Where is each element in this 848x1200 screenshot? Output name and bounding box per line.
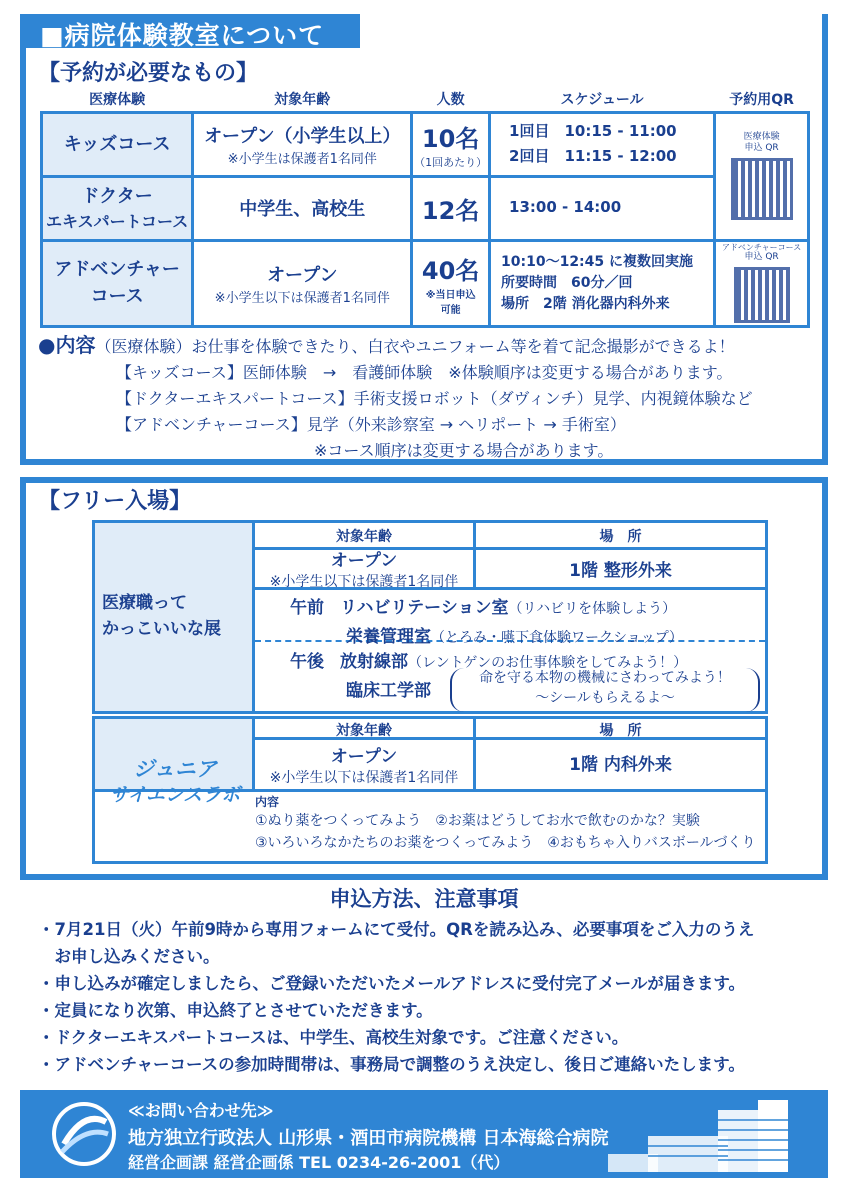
header-course: 医療体験: [42, 88, 193, 112]
pm-room-1: 放射線部: [340, 652, 409, 672]
application-item: ・7月21日（火）午前9時から専用フォームにて受付。QRを読み込み、必要事項をご入力のうえ: [38, 920, 755, 939]
schedule-kids-2: 2回目 11:15 - 12:00: [509, 147, 677, 165]
exhibit2-place: 1階 内科外来: [569, 755, 672, 775]
application-item: ・ドクターエキスパートコースは、中学生、高校生対象です。ご注意ください。: [38, 1028, 629, 1047]
exhibit1-age-head: 対象年齢: [336, 529, 392, 545]
content-adventure: 【アドベンチャーコース】見学（外来診察室 → ヘリポート → 手術室）: [116, 415, 626, 434]
count-cell: [412, 112, 490, 176]
age-kids: オープン（小学生以上）: [204, 125, 401, 147]
age-adventure: オープン: [267, 264, 338, 286]
application-item: ・アドベンチャーコースの参加時間帯は、事務局で調整のうえ決定し、後日ご連絡いたします。: [38, 1055, 745, 1074]
header-schedule: スケジュール: [490, 88, 715, 112]
age-adventure-note: ※小学生以下は保護者1名同伴: [214, 290, 390, 306]
content-doctor: 【ドクターエキスパートコース】手術支援ロボット（ダヴィンチ）見学、内視鏡体験など: [116, 389, 753, 408]
content-kids: 【キッズコース】医師体験 → 看護師体験 ※体験順序は変更する場合があります。: [116, 363, 733, 382]
age-cell: [193, 112, 412, 176]
exhibit1-name-2: かっこいいな展: [102, 619, 221, 639]
qr-code-icon[interactable]: [731, 158, 793, 220]
pm-room-2-note: [450, 668, 760, 712]
application-title: 申込方法、注意事項: [329, 887, 519, 911]
schedule-cell: [490, 240, 715, 326]
content-note: ※コース順序は変更する場合があります。: [314, 441, 614, 460]
header-age: 対象年齢: [193, 88, 412, 112]
am-room-2-note: （とろみ・嚥下食体験ワークショップ）: [431, 630, 683, 646]
course-adventure-2: コース: [90, 286, 144, 307]
header-count: 人数: [412, 88, 490, 112]
qr1-caption-2: 申込 QR: [744, 143, 779, 153]
count-adventure: 40名: [421, 256, 480, 285]
am-label: 午前: [290, 598, 324, 618]
contact-footer: [20, 1090, 828, 1178]
application-list: [38, 916, 754, 1078]
hospital-building-icon: [608, 1096, 808, 1176]
exhibit1-age: [255, 546, 473, 591]
qr2-caption: アドベンチャーコース: [721, 242, 802, 252]
exhibit1-place-head: 場 所: [599, 529, 642, 545]
table-header-row: [42, 88, 809, 112]
count-adventure-note: ※当日申込: [425, 289, 476, 301]
count-kids-note: （1回あたり）: [414, 155, 488, 169]
exhibit2-age-note: ※小学生以下は保護者1名同伴: [269, 770, 459, 786]
table-row: [42, 176, 809, 240]
age-kids-note: ※小学生は保護者1名同伴: [227, 151, 377, 167]
schedule-adventure-1: 10:10～12:45 に複数回実施: [501, 253, 694, 270]
hospital-logo-icon: [50, 1100, 118, 1168]
schedule-adventure-2: 所要時間 60分／回: [501, 274, 633, 291]
schedule-cell: [490, 112, 715, 176]
content-text: （医療体験）お仕事を体験できたり、白衣やユニフォーム等を着て記念撮影ができるよ！: [95, 337, 735, 356]
contact-org: 地方独立行政法人 山形県・酒田市病院機構 日本海総合病院: [128, 1128, 609, 1149]
contact-dept: 経営企画課 経営企画係 TEL 0234-26-2001（代）: [128, 1153, 510, 1172]
schedule-adventure-3: 場所 2階 消化器内科外来: [501, 295, 670, 312]
exhibit1-age-note: ※小学生以下は保護者1名同伴: [269, 574, 459, 590]
qr1-caption: 医療体験: [743, 132, 780, 143]
count-doctor: 12名: [412, 176, 490, 240]
exhibit2-content-head: 内容: [255, 795, 280, 809]
table-row: [42, 240, 809, 326]
application-item: お申し込みください。: [38, 947, 220, 966]
qr2-caption-2: 申込 QR: [744, 252, 779, 263]
qr-cell-1: [715, 112, 809, 240]
exhibit2-age: [255, 742, 473, 787]
count-cell: [412, 240, 490, 326]
qr-cell-2: [715, 240, 809, 326]
content-line: [38, 332, 753, 360]
exhibit1-name-1: 医療職って: [102, 593, 187, 613]
exhibit2-item-2: ③いろいろなかたちのお薬をつくってみよう ④おもちゃ入りバスボールづくり: [255, 835, 756, 851]
exhibit2-age-head: 対象年齢: [336, 723, 392, 739]
course-table: [40, 88, 810, 328]
pm-room-2-note-1: 命を守る本物の機械にさわってみよう！: [479, 670, 731, 686]
exhibit2-place-head: 場 所: [599, 723, 642, 739]
count-adventure-note-2: 可能: [440, 304, 461, 316]
pm-room-2: 臨床工学部: [346, 681, 431, 701]
pm-label: 午後: [290, 652, 324, 672]
junior-science-lab-logo: [100, 756, 250, 808]
content-block: [38, 332, 753, 464]
am-room-2: 栄養管理室: [346, 627, 431, 647]
exhibit1-age-text: オープン: [330, 551, 398, 571]
pm-room-1-note: （レントゲンのお仕事体験をしてみよう！）: [408, 655, 688, 671]
am-room-1-note: （リハビリを体験しよう）: [508, 601, 677, 617]
exhibit1-am: [290, 594, 683, 652]
table-row: [42, 112, 809, 176]
age-doctor: 中学生、高校生: [193, 176, 412, 240]
exhibit2-age-text: オープン: [330, 747, 398, 767]
exhibit2-name-2: サイエンスラボ: [109, 784, 241, 806]
application-item: ・定員になり次第、申込終了とさせていただきます。: [38, 1001, 433, 1020]
exhibit2-content: [255, 794, 756, 854]
free-entry-title: 【フリー入場】: [38, 489, 192, 514]
age-cell: [193, 240, 412, 326]
exhibit1-name: [102, 590, 221, 642]
schedule-kids-1: 1回目 10:15 - 11:00: [509, 121, 677, 140]
exhibit1-place: 1階 整形外来: [569, 561, 672, 581]
exhibit2-item-1: ①ぬり薬をつくってみよう ②お薬はどうしてお水で飲むのかな？実験: [255, 813, 700, 829]
section-title: ■病院体験教室について: [40, 21, 325, 50]
schedule-doctor: 13:00 - 14:00: [490, 176, 715, 240]
qr-code-icon[interactable]: [734, 267, 790, 323]
course-kids: キッズコース: [42, 112, 193, 176]
course-doctor-2: エキスパートコース: [46, 211, 189, 231]
exhibit2-name-1: ジュニア: [133, 757, 217, 781]
contact-label: ≪お問い合わせ先≫: [128, 1101, 274, 1120]
course-doctor-1: ドクター: [81, 185, 153, 207]
header-qr: 予約用QR: [715, 88, 809, 112]
course-adventure-1: アドベンチャー: [54, 259, 180, 280]
course-doctor: [42, 176, 193, 240]
content-head: ●内容: [38, 333, 96, 357]
reservation-title: 【予約が必要なもの】: [38, 61, 259, 86]
course-adventure: [42, 240, 193, 326]
pm-room-2-note-2: ～シールもらえるよ～: [535, 690, 675, 706]
application-item: ・申し込みが確定しましたら、ご登録いただいたメールアドレスに受付完了メールが届きます。: [38, 974, 746, 993]
count-kids: 10名: [421, 124, 480, 153]
am-room-1: リハビリテーション室: [340, 598, 509, 618]
